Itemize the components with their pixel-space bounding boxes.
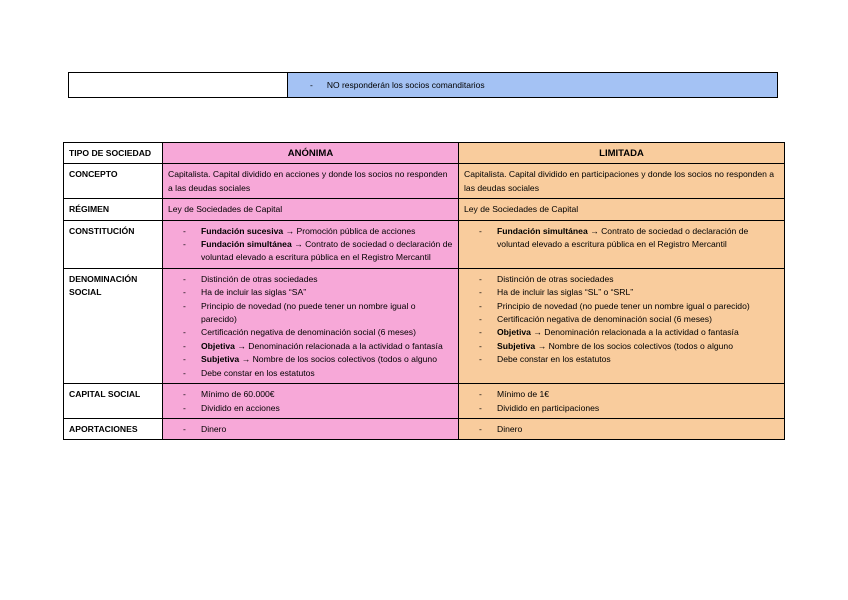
top-table-fragment xyxy=(68,72,778,98)
list-item xyxy=(479,225,779,252)
top-row-text: NO responderán los socios comanditarios xyxy=(326,80,485,90)
list-item xyxy=(479,273,779,286)
list-item xyxy=(479,353,779,366)
bullet-list xyxy=(464,225,779,252)
list-item-text: Debe constar en los estatutos xyxy=(201,367,315,378)
header-row xyxy=(64,143,785,164)
row-regimen xyxy=(64,199,785,220)
list-item-bold-term: Fundación sucesiva xyxy=(201,225,284,236)
row-denominacion xyxy=(64,268,785,383)
list-bullet: - xyxy=(310,80,313,90)
list-item-bold-term: Objetiva xyxy=(497,327,531,338)
list-item-text: → Promoción pública de acciones xyxy=(283,225,416,236)
list-item-text: → Denominación relacionada a la actividad o fantasía xyxy=(234,340,443,351)
row-label: CONCEPTO xyxy=(64,164,163,199)
list-item-text: Dinero xyxy=(497,423,523,434)
list-item xyxy=(183,238,453,265)
list-item xyxy=(479,340,779,353)
list-item-text: → Contrato de sociedad o declaración de voluntad elevado a escritura pública en el Registro Mercantil xyxy=(201,239,453,263)
bullet-list xyxy=(168,225,453,265)
list-item-text: Dividido en participaciones xyxy=(497,402,600,413)
list-item xyxy=(183,225,453,238)
bullet-list xyxy=(168,388,453,415)
list-item xyxy=(183,326,453,339)
bullet-list xyxy=(464,423,779,436)
row-label: APORTACIONES xyxy=(64,418,163,439)
cell-limitada xyxy=(459,418,785,439)
list-item-text: Ha de incluir las siglas “SA” xyxy=(201,287,307,298)
cell-anonima xyxy=(163,384,459,419)
cell-anonima: Capitalista. Capital dividido en acciones y donde los socios no responden a las deudas sociales xyxy=(163,164,459,199)
list-item-bold-term: Fundación simultánea xyxy=(497,225,588,236)
list-item-text: → Nombre de los socios colectivos (todos o alguno xyxy=(239,354,437,365)
list-item-text: Certificación negativa de denominación social (6 meses) xyxy=(497,314,712,325)
cell-limitada xyxy=(459,384,785,419)
list-item xyxy=(479,326,779,339)
list-item-bold-term: Subjetiva xyxy=(497,340,536,351)
cell-limitada: Ley de Sociedades de Capital xyxy=(459,199,785,220)
top-table-left-cell xyxy=(69,73,288,97)
list-item-text: → Nombre de los socios colectivos (todos o alguno xyxy=(535,340,733,351)
list-item-text: Distinción de otras sociedades xyxy=(201,273,318,284)
row-aportaciones xyxy=(64,418,785,439)
list-item xyxy=(479,388,779,401)
list-item-text: Debe constar en los estatutos xyxy=(497,354,611,365)
list-item-text: → Denominación relacionada a la actividad o fantasía xyxy=(530,327,739,338)
cell-anonima: Ley de Sociedades de Capital xyxy=(163,199,459,220)
row-concepto xyxy=(64,164,785,199)
list-item xyxy=(183,402,453,415)
row-capital-social xyxy=(64,384,785,419)
list-item xyxy=(479,313,779,326)
bullet-list xyxy=(168,423,453,436)
list-item xyxy=(479,423,779,436)
list-item-text: Distinción de otras sociedades xyxy=(497,273,614,284)
cell-limitada: Capitalista. Capital dividido en participaciones y donde los socios no responden a las deudas sociales xyxy=(459,164,785,199)
list-item xyxy=(183,423,453,436)
list-item-text: Principio de novedad (no puede tener un nombre igual o parecido) xyxy=(497,300,750,311)
list-item-text: Dividido en acciones xyxy=(201,402,280,413)
row-label: CAPITAL SOCIAL xyxy=(64,384,163,419)
list-item-text: Mínimo de 60.000€ xyxy=(201,389,275,400)
list-item xyxy=(183,353,453,366)
list-item xyxy=(183,300,453,327)
cell-limitada xyxy=(459,220,785,268)
list-item xyxy=(479,300,779,313)
list-item-bold-term: Objetiva xyxy=(201,340,235,351)
bullet-list xyxy=(168,273,453,380)
comparison-table xyxy=(63,142,785,440)
list-item xyxy=(183,340,453,353)
bullet-list xyxy=(464,388,779,415)
list-item-text: Principio de novedad (no puede tener un nombre igual o parecido) xyxy=(201,300,416,325)
row-constitucion xyxy=(64,220,785,268)
list-item-bold-term: Fundación simultánea xyxy=(201,239,292,250)
cell-limitada xyxy=(459,268,785,383)
cell-anonima xyxy=(163,220,459,268)
top-table-right-cell xyxy=(288,73,777,97)
header-limitada: LIMITADA xyxy=(459,143,785,164)
bullet-list xyxy=(464,273,779,367)
list-item-bold-term: Subjetiva xyxy=(201,354,240,365)
list-item-text: Ha de incluir las siglas “SL” o “SRL” xyxy=(497,287,634,298)
list-item-text: Mínimo de 1€ xyxy=(497,389,550,400)
cell-anonima xyxy=(163,418,459,439)
list-item xyxy=(183,367,453,380)
row-label: CONSTITUCIÓN xyxy=(64,220,163,268)
list-item xyxy=(183,388,453,401)
list-item-text: Dinero xyxy=(201,423,227,434)
list-item xyxy=(183,286,453,299)
list-item-text: → Contrato de sociedad o declaración de voluntad elevado a escritura pública en el Registro Mercantil xyxy=(497,225,749,250)
cell-anonima xyxy=(163,268,459,383)
list-item-text: Certificación negativa de denominación social (6 meses) xyxy=(201,327,416,338)
list-item xyxy=(479,402,779,415)
header-anonima: ANÓNIMA xyxy=(163,143,459,164)
list-item xyxy=(183,273,453,286)
row-label: RÉGIMEN xyxy=(64,199,163,220)
list-item xyxy=(479,286,779,299)
header-tipo-sociedad: TIPO DE SOCIEDAD xyxy=(64,143,163,164)
row-label: DENOMINACIÓN SOCIAL xyxy=(64,268,163,383)
